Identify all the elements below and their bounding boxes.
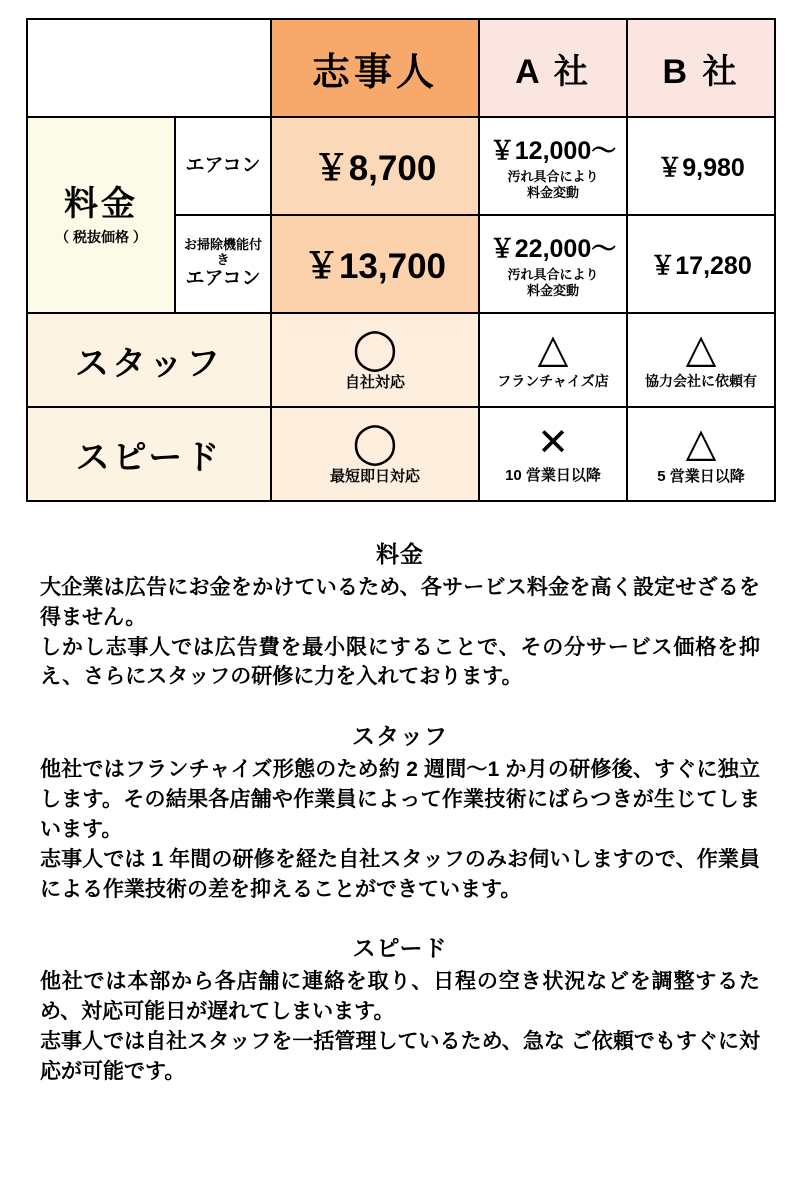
price-a-selfclean: [479, 215, 627, 313]
section-price-body: 大企業は広告にお金をかけているため、各サービス料金を高く設定せざるを得ません。 しかし志事人では広告費を最小限にすることで、その分サービス価格を抑え、さらにスタッフの研修に力を入れております。: [40, 576, 760, 689]
price-a-aircon-note: 汚れ具合により 料金変動: [507, 168, 599, 200]
table-row: [27, 313, 775, 407]
speed-own-cell: [271, 407, 479, 501]
section-speed: [40, 930, 760, 1086]
triangle-mark-icon: △: [685, 420, 717, 465]
section-price-heading: 料金: [376, 541, 424, 567]
circle-mark-icon: ◯: [352, 420, 398, 465]
table-row: [27, 117, 775, 215]
section-staff-heading: スタッフ: [352, 723, 448, 750]
price-own-aircon: ￥8,700: [271, 117, 479, 215]
header-company-a: A 社: [479, 19, 627, 117]
speed-b-cell: [627, 407, 775, 501]
table-header-row: [27, 19, 775, 117]
row-label-price: [27, 117, 175, 313]
price-a-aircon: [479, 117, 627, 215]
speed-a-note: 10 営業日以降: [505, 466, 601, 484]
price-own-selfclean: ￥13,700: [271, 215, 479, 313]
price-b-selfclean-value: ￥17,280: [650, 252, 752, 280]
staff-b-note: 協力会社に依頼有: [645, 373, 757, 389]
section-staff: [40, 718, 760, 904]
header-own-company: 志事人: [271, 19, 479, 117]
speed-a-cell: [479, 407, 627, 501]
row-label-speed: スピード: [27, 407, 271, 501]
price-sub-label-aircon-text: エアコン: [185, 155, 261, 177]
price-sub-label-selfclean-text: エアコン: [185, 268, 261, 290]
triangle-mark-icon: △: [537, 327, 569, 371]
circle-mark-icon: ◯: [352, 326, 398, 371]
comparison-table: [26, 18, 776, 502]
staff-own-cell: [271, 313, 479, 407]
section-staff-body: 他社ではフランチャイズ形態のため約 2 週間〜1 か月の研修後、すぐに独立します。その結果各店舗や作業員によって作業技術にばらつきが生じてしまいます。 志事人では 1 年間の研修を経た自社スタッフのみお伺いしますので、作業員による作業技術の差を抑えることができています。: [40, 758, 760, 901]
price-b-aircon: [627, 117, 775, 215]
cross-mark-icon: ✕: [537, 421, 569, 464]
staff-own-note: 自社対応: [344, 373, 405, 391]
header-company-b: B 社: [627, 19, 775, 117]
price-a-selfclean-note: 汚れ具合により 料金変動: [507, 266, 599, 298]
speed-own-note: 最短即日対応: [329, 467, 420, 485]
triangle-mark-icon: △: [685, 327, 717, 371]
header-blank-cell: [27, 19, 271, 117]
row-label-staff: スタッフ: [27, 313, 271, 407]
price-label-text: 料金: [64, 185, 138, 224]
price-sub-label-aircon: [175, 117, 271, 215]
table-row: [27, 407, 775, 501]
price-sub-label-aircon-selfclean: [175, 215, 271, 313]
staff-b-cell: [627, 313, 775, 407]
comparison-table-wrapper: [0, 0, 800, 502]
staff-a-cell: [479, 313, 627, 407]
price-a-selfclean-value: ￥22,000〜: [489, 234, 617, 263]
price-label-subtext: （ 税抜価格 ）: [55, 228, 147, 245]
staff-a-note: フランチャイズ店: [497, 373, 609, 389]
price-b-aircon-value: ￥9,980: [657, 154, 745, 182]
section-speed-body: 他社では本部から各店舗に連絡を取り、日程の空き状況などを調整するため、対応可能日が遅れてしまいます。 志事人では自社スタッフを一括管理しているため、急な ご依頼でもすぐに対応が可能です。: [40, 970, 760, 1083]
explanation-sections: [0, 502, 800, 1087]
price-sub-label-selfclean-tiny: お掃除機能付き: [183, 237, 262, 268]
section-price: [40, 536, 760, 692]
speed-b-note: 5 営業日以降: [657, 467, 745, 485]
price-a-aircon-value: ￥12,000〜: [489, 136, 617, 165]
price-b-selfclean: [627, 215, 775, 313]
section-speed-heading: スピード: [352, 935, 448, 962]
